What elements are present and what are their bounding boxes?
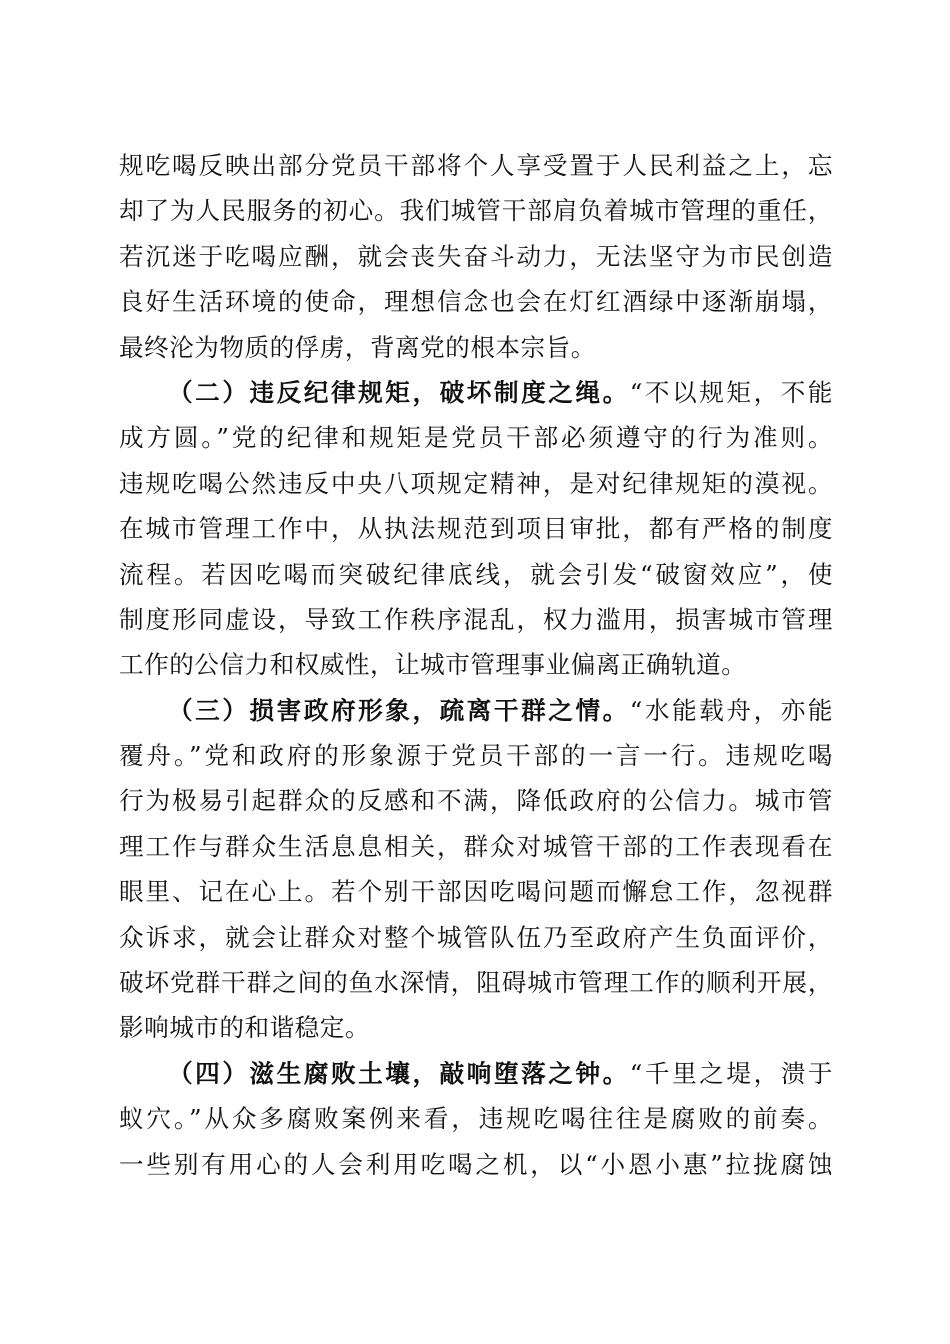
text-line: 工作的公信力和权威性，让城市管理事业偏离正确轨道。	[119, 650, 747, 680]
text-line: 一些别有用心的人会利用吃喝之机，以“小恩小惠”拉拢腐蚀	[119, 1149, 833, 1179]
heading-line-rest: “水能载舟，亦能	[629, 695, 833, 725]
section-heading: （二）违反纪律规矩，破坏制度之绳。	[168, 377, 630, 407]
text-line	[119, 370, 833, 415]
text-line	[119, 1051, 833, 1096]
heading-line-rest: “千里之堤，溃于	[629, 1058, 833, 1088]
text-line: 规吃喝反映出部分党员干部将个人享受置于人民利益之上，忘	[119, 151, 833, 180]
text-line: 良好生活环境的使命，理想信念也会在灯红酒绿中逐渐崩塌，	[119, 287, 833, 317]
section-heading: （四）滋生腐败土壤，敲响堕落之钟。	[168, 1058, 630, 1088]
text-line: 覆舟。”党和政府的形象源于党员干部的一言一行。违规吃喝	[119, 741, 833, 771]
text-line: 影响城市的和谐稳定。	[119, 1013, 370, 1043]
paragraph-section-3	[119, 688, 833, 1051]
text-line: 若沉迷于吃喝应酬，就会丧失奋斗动力，无法坚守为市民创造	[119, 241, 833, 271]
text-line: 违规吃喝公然违反中央八项规定精神，是对纪律规矩的漠视。	[119, 468, 833, 498]
text-line: 流程。若因吃喝而突破纪律底线，就会引发“破窗效应”，使	[119, 559, 833, 589]
text-line: 在城市管理工作中，从执法规范到项目审批，都有严格的制度	[119, 514, 833, 544]
text-line	[119, 688, 833, 733]
section-heading: （三）损害政府形象，疏离干群之情。	[168, 695, 630, 725]
text-line: 却了为人民服务的初心。我们城管干部肩负着城市管理的重任，	[119, 196, 833, 226]
text-line: 眼里、记在心上。若个别干部因吃喝问题而懈怠工作，忽视群	[119, 877, 833, 907]
paragraph-section-2	[119, 370, 833, 688]
text-line: 破坏党群干群之间的鱼水深情，阻碍城市管理工作的顺利开展，	[119, 968, 833, 998]
heading-line-rest: “不以规矩，不能	[629, 377, 833, 407]
paragraph-continuation	[119, 143, 833, 370]
text-line: 理工作与群众生活息息相关，群众对城管干部的工作表现看在	[119, 831, 833, 861]
text-line: 最终沦为物质的俘虏，背离党的根本宗旨。	[119, 332, 596, 362]
text-line: 制度形同虚设，导致工作秩序混乱，权力滥用，损害城市管理	[119, 604, 833, 634]
document-body	[119, 143, 833, 1187]
text-line: 成方圆。”党的纪律和规矩是党员干部必须遵守的行为准则。	[119, 423, 833, 453]
paragraph-section-4	[119, 1051, 833, 1187]
text-line: 众诉求，就会让群众对整个城管队伍乃至政府产生负面评价，	[119, 922, 833, 952]
text-line: 蚁穴。”从众多腐败案例来看，违规吃喝往往是腐败的前奏。	[119, 1104, 833, 1134]
text-line: 行为极易引起群众的反感和不满，降低政府的公信力。城市管	[119, 786, 833, 816]
